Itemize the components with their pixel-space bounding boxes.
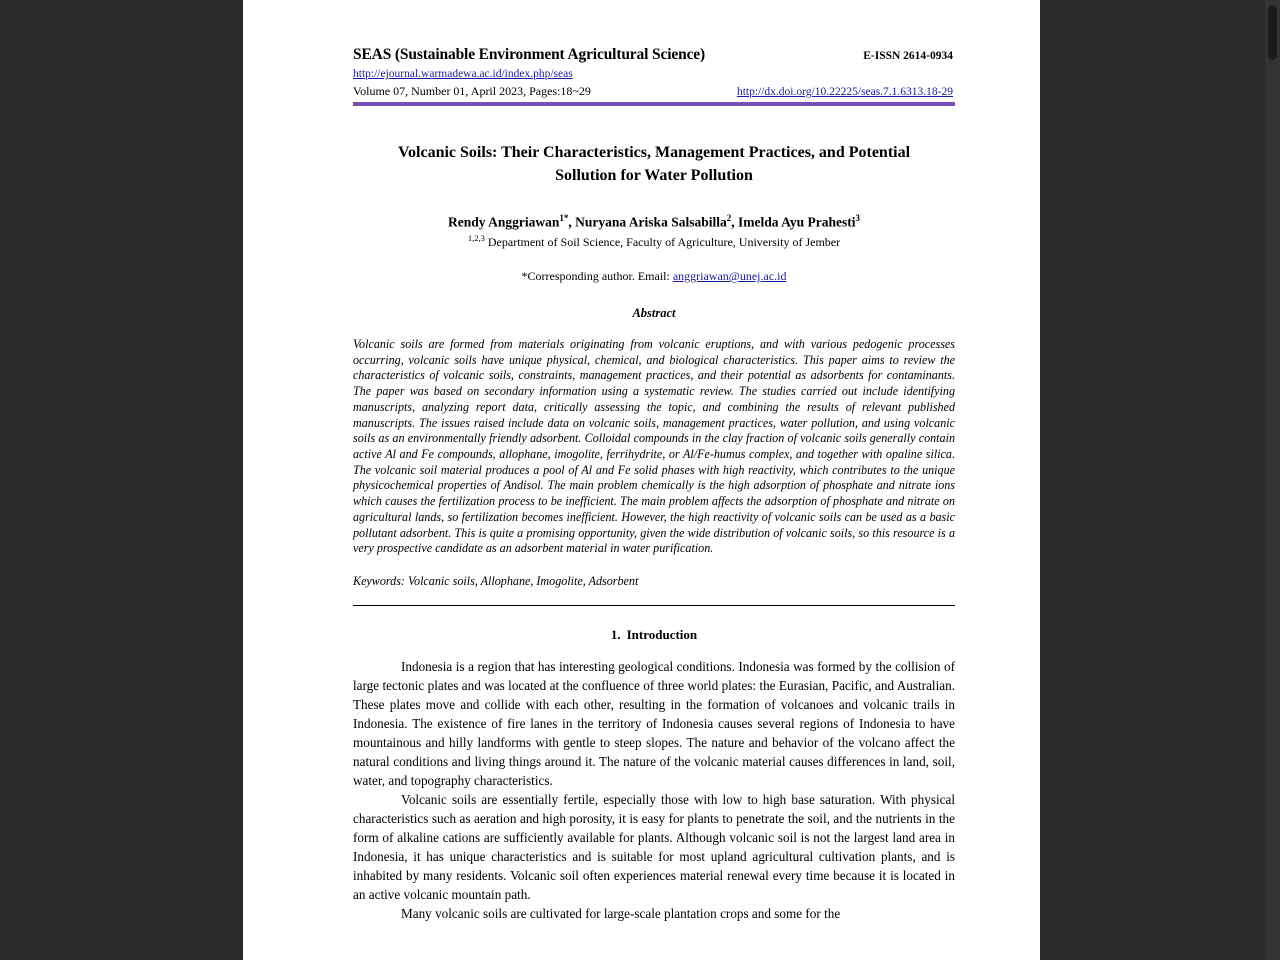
vertical-scrollbar[interactable] (1265, 0, 1280, 960)
journal-eissn: E-ISSN 2614-0934 (863, 50, 953, 62)
corresponding-email-link[interactable]: anggriawan@unej.ac.id (672, 268, 787, 283)
abstract-text: Volcanic soils are formed from materials originating from volcanic eruptions, and with various pedogenic processes occurring, volcanic soils have unique physical, chemical, and biological characteristics. This paper aims to review the characteristics of volcanic soils, constraints, management practices, and their potential as adsorbents for contaminants. The paper was based on secondary information using a systematic review. The studies carried out include identifying manuscripts, analyzing report data, critically assessing the topic, and combining the results of relevant published manuscripts. The issues raised include data on volcanic soils, management practices, water pollution, and using volcanic soils as an environmentally friendly adsorbent. Colloidal compounds in the clay fraction of volcanic soils generally contain active Al and Fe compounds, allophane, imogolite, ferrihydrite, or Al/Fe-humus complex, and together with opaline silica. The volcanic soil material produces a pool of Al and Fe solid phases with high reactivity, which contributes to the unique physicochemical properties of Andisol. The main problem chemically is the high adsorption of phosphate and nitrate ions which causes the fertilization process to be inefficient. The main problem affects the adsorption of phosphate and nitrate on agricultural lands, so fertilization becomes inefficient. However, the high reactivity of volcanic soils can be used as a basic pollutant adsorbent. This is quite a promising opportunity, given the wide distribution of volcanic soils, so this resource is a very prospective candidate as an adsorbent material in water purification. (353, 336, 955, 556)
keywords: Keywords: Volcanic soils, Allophane, Imogolite, Adsorbent (353, 574, 639, 588)
section-number: 1. (610, 627, 621, 642)
intro-paragraph-3: Many volcanic soils are cultivated for large-scale plantation crops and some for the (401, 906, 841, 921)
page-content (353, 46, 955, 923)
author-affiliation: $^{1,2,3}$ Department of Soil Science, Faculty of Agriculture, University of Jember (467, 232, 841, 249)
journal-header-top-row (353, 46, 955, 64)
abstract-heading: Abstract (632, 305, 676, 320)
journal-title: SEAS (Sustainable Environment Agricultural Science) (353, 46, 706, 63)
document-page (243, 0, 1040, 960)
corresponding-author-label: *Corresponding author. Email: (521, 268, 673, 283)
section-title: Introduction (626, 627, 698, 642)
doi-link[interactable]: http://dx.doi.org/10.22225/seas.7.1.6313.18-29 (736, 86, 953, 98)
header-divider (353, 102, 955, 106)
corresponding-author (353, 269, 955, 284)
journal-volume-line: Volume 07, Number 01, April 2023, Pages:18~29 (353, 84, 591, 98)
page-title: Volcanic Soils: Their Characteristics, Management Practices, and Potential Sollution for Water Pollution (397, 144, 911, 184)
journal-header (353, 46, 955, 106)
scrollbar-thumb[interactable] (1268, 5, 1277, 60)
intro-paragraph-2: Volcanic soils are essentially fertile, especially those with low to high base saturation. With physical characteristics such as aeration and high porosity, it is easy for plants to penetrate the soil, and the nutrients in the form of alkaline cations are sufficiently available for plants. Although volcanic soil is not the largest land area in Indonesia, it has unique characteristics and is suitable for most upland agricultural cultivation plants, and is inhabited by many residents. Volcanic soil often experiences material renewal every time because it is located in an active volcanic mountain path. (353, 792, 955, 902)
journal-url-link[interactable]: http://ejournal.warmadewa.ac.id/index.php/seas (353, 68, 573, 80)
journal-header-bottom-row (353, 84, 955, 99)
section-heading-introduction (353, 627, 955, 643)
abstract-divider (353, 605, 955, 606)
author-list: Rendy Anggriawan$^{1*}$, Nuryana Ariska Salsabilla$^2$, Imelda Ayu Prahesti$^3$ (448, 213, 860, 230)
intro-paragraph-1: Indonesia is a region that has interesting geological conditions. Indonesia was formed by the collision of large tectonic plates and was located at the confluence of three world plates: the Eurasian, Pacific, and Australian. These plates move and collide with each other, resulting in the formation of volcanoes and volcanic trails in Indonesia. The existence of fire lanes in the territory of Indonesia causes several regions of Indonesia to have mountainous and hilly landforms with gentle to steep slopes. The nature and behavior of the volcano affect the natural conditions and living things around it. The nature of the volcanic material causes differences in land, soil, water, and topography characteristics. (353, 659, 955, 788)
